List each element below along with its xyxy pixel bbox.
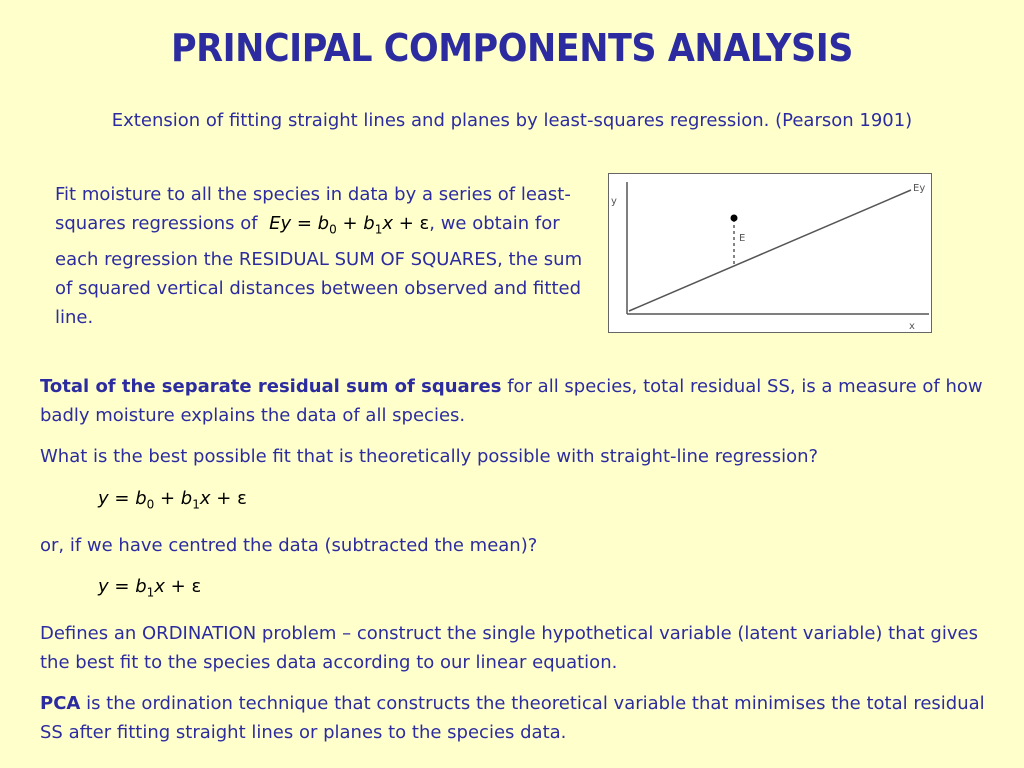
epsilon-symbol: ε	[419, 213, 430, 234]
paragraph-ordination: Defines an ORDINATION problem – construct the single hypothetical variable (latent variable) that gives the best fit to the species data according to our linear equation.	[40, 623, 978, 673]
intro-text-after: , we obtain for each regression the RESIDUAL SUM OF SQUARES, the sum of squared vertical distances between observed and fitted line.	[55, 213, 583, 328]
fitted-line	[629, 190, 911, 311]
intro-paragraph	[55, 180, 590, 332]
intro-equation: $Ey = b_0 + b_1x + \varepsilon$	[269, 213, 430, 237]
eq-ey: Ey	[269, 213, 292, 234]
total-residual-heading: Total of the separate residual sum of squares	[40, 376, 502, 397]
regression-diagram	[608, 173, 932, 333]
regression-diagram-svg	[609, 174, 931, 332]
slide-subtitle: Extension of fitting straight lines and planes by least-squares regression. (Pearson 1901)	[111, 110, 913, 131]
body-text	[40, 373, 990, 760]
paragraph-pca: PCA is the ordination technique that constructs the theoretical variable that minimises the total residual SS after fitting straight lines or planes to the species data.	[40, 693, 985, 743]
equation-centred: $y = b_1x + \varepsilon$	[98, 576, 202, 600]
observed-point	[731, 215, 738, 222]
residual-label: E	[739, 233, 746, 244]
slide-title: PRINCIPAL COMPONENTS ANALYSIS	[170, 26, 854, 70]
paragraph-best-fit-question: What is the best possible fit that is theoretically possible with straight-line regression?	[40, 446, 819, 467]
paragraph-centred-question: or, if we have centred the data (subtracted the mean)?	[40, 534, 538, 556]
paragraph-total-residual: Total of the separate residual sum of squares for all species, total residual SS, is a measure of how badly moisture explains the data of all species.	[40, 376, 983, 426]
fitted-line-label: Ey	[913, 183, 926, 194]
x-axis-label: x	[909, 321, 915, 332]
y-axis-label: y	[611, 196, 617, 207]
pca-term: PCA	[40, 693, 81, 715]
equation-full: $y = b_0 + b_1x + \varepsilon$	[98, 487, 247, 512]
intro-text-before: Fit moisture to all the species in data by a series of least-squares regressions of	[55, 184, 571, 234]
